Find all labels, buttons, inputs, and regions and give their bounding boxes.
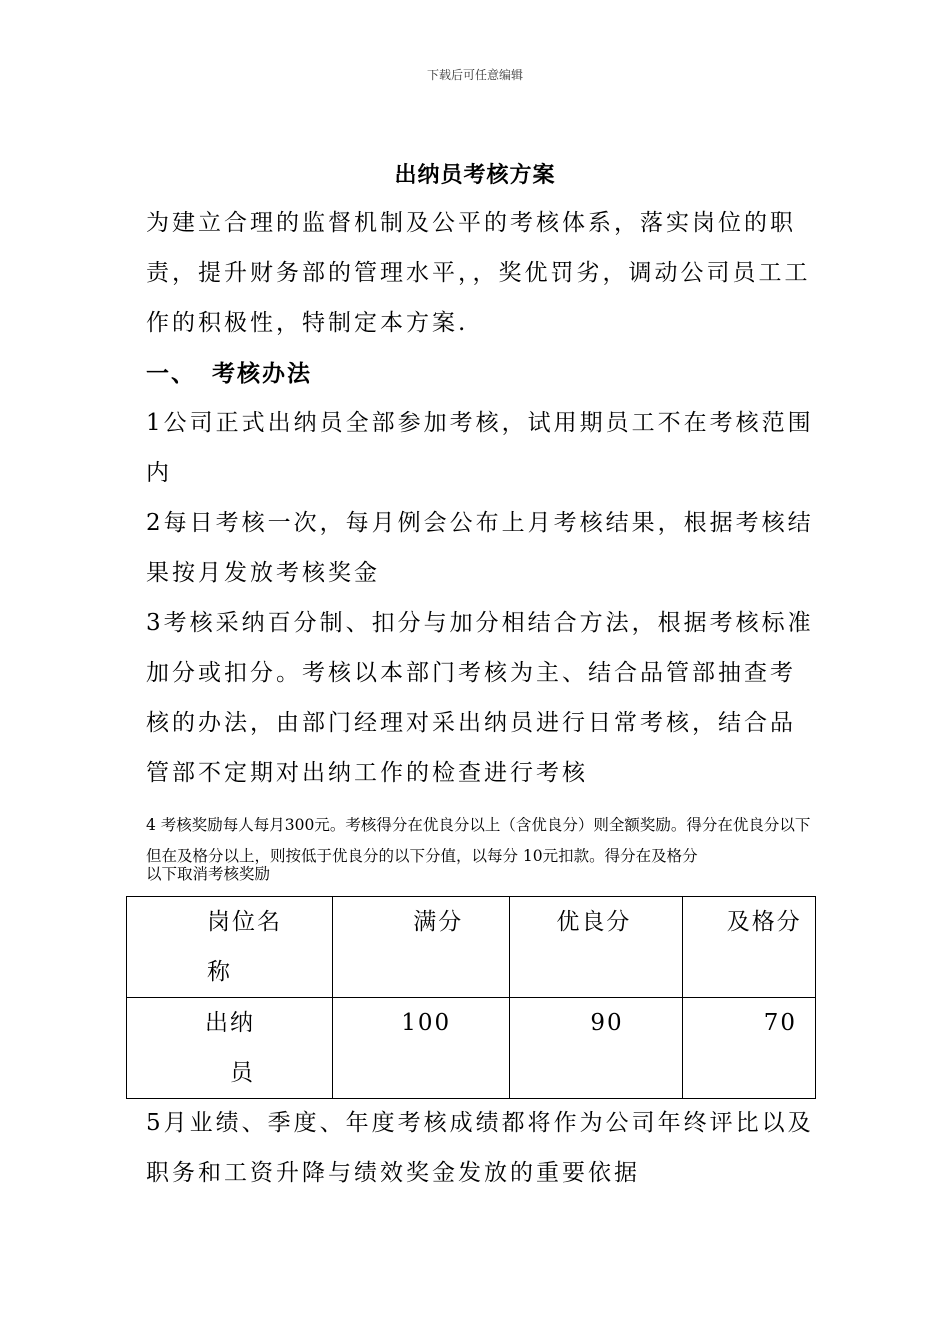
section-title: 考核办法 [212,360,312,387]
page-header-note: 下载后可任意编辑 [426,68,523,82]
cell-pass-score: 70 [682,998,815,1099]
list-item-5: 5月业绩、季度、年度考核成绩都将作为公司年终评比以及职务和工资升降与绩效奖金发放的重要依据 [146,1110,814,1186]
cell-full-score: 100 [333,998,510,1099]
list-item-4 [146,810,818,890]
list-item-4-tail: 以下取消考核奖励 [146,865,271,883]
section-number: 一、 [146,360,196,387]
list-item-4-main: 4 考核奖励每人每月300元。考核得分在优良分以上（含优良分）则全额奖励。得分在优良分以下但在及格分以上，则按低于优良分的以下分值，以每分 10元扣款。得分在及格分 [146,816,811,865]
cell-position: 出纳员 [127,998,333,1099]
list-item-3: 3考核采纳百分制、扣分与加分相结合方法，根据考核标准加分或扣分。考核以本部门考核为主、结合品管部抽查考核的办法，由部门经理对采出纳员进行日常考核，结合品管部不定期对出纳工作的检查进行考核 [146,610,814,786]
list-item-2: 2每日考核一次，每月例会公布上月考核结果，根据考核结果按月发放考核奖金 [146,510,814,586]
score-table [126,896,816,1099]
cell-good-score: 90 [510,998,682,1099]
intro-paragraph: 为建立合理的监督机制及公平的考核体系，落实岗位的职责，提升财务部的管理水平，，奖优罚劣，调动公司员工工作的积极性，特制定本方案. [146,210,811,336]
header-pass-score: 及格分 [682,897,815,998]
document-title: 出纳员考核方案 [394,162,556,188]
table-row [127,998,816,1099]
list-item-1: 1公司正式出纳员全部参加考核，试用期员工不在考核范围内 [146,410,814,486]
header-position: 岗位名称 [127,897,333,998]
header-full-score: 满分 [333,897,510,998]
section-heading [146,349,312,399]
header-good-score: 优良分 [510,897,682,998]
table-header-row [127,897,816,998]
